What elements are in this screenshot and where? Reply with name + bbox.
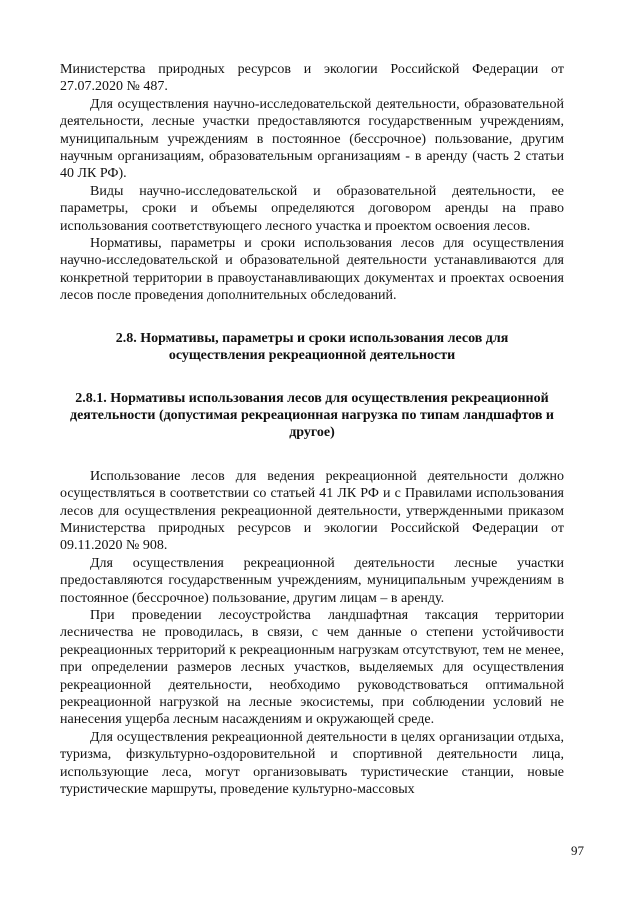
paragraph-tourism-organization: Для осуществления рекреационной деятельности в целях организации отдыха, туризма, физкультурно-оздоровительной и спортивной деятельности лица, использующие леса, могут организовывать туристические станции, новые туристические маршруты, проведение культурно-массовых — [60, 729, 564, 798]
page-number: 97 — [571, 843, 584, 858]
paragraph-norms-research: Нормативы, параметры и сроки использования лесов для осуществления научно-исследовательской и образовательной деятельности устанавливаются для конкретной территории в правоустанавливающих документах и проектах освоения лесов после проведения дополнительных обследований. — [60, 236, 564, 304]
subsection-heading: 2.8.1. Нормативы использования лесов для осуществления рекреационной деятельности (допустимая рекреационная нагрузка по типам ландшафтов и другое) — [70, 390, 554, 441]
paragraph-recreation-rules: Использование лесов для ведения рекреационной деятельности должно осуществляться в соответствии со статьей 41 ЛК РФ и с Правилами использования лесов для осуществления рекреационной деятельности, утвержденными приказом Министерства природных ресурсов и экологии Российской Федерации от 09.11.2020 № 908. — [60, 468, 564, 554]
paragraph-landscape-taxation: При проведении лесоустройства ландшафтная таксация территории лесничества не проводилась, в связи, с чем данные о степени устойчивости рекреационных территорий к рекреационным нагрузкам отсутствуют, тем не менее, при определении размеров лесных участков, выделяемых для осуществления рекреационной деятельности, необходимо руководствоваться оптимальной рекреационной нагрузкой на лесные экосистемы, при соблюдении условий не нанесения ущерба лесным насаждениям и окружающей среде. — [60, 607, 564, 728]
document-page — [60, 61, 564, 798]
paragraph-activity-types: Виды научно-исследовательской и образовательной деятельности, ее параметры, сроки и объемы определяются договором аренды на право использования соответствующего лесного участка и проектом освоения лесов. — [60, 183, 564, 234]
section-heading: 2.8. Нормативы, параметры и сроки использования лесов для осуществления рекреационной деятельности — [115, 330, 509, 364]
paragraph-continuation: Министерства природных ресурсов и экологии Российской Федерации от 27.07.2020 № 487. — [60, 62, 564, 95]
paragraph-recreation-plots: Для осуществления рекреационной деятельности лесные участки предоставляются государственным учреждениям, муниципальным учреждениям в постоянное (бессрочное) пользование, другим лицам – в аренду. — [60, 555, 564, 606]
paragraph-research-education-use: Для осуществления научно-исследовательской деятельности, образовательной деятельности, лесные участки предоставляются государственным учреждениям, муниципальным учреждениям в постоянное (бессрочное) пользование, другим научным организациям, образовательным организациям - в аренду (часть 2 статьи 40 ЛК РФ). — [60, 96, 564, 182]
